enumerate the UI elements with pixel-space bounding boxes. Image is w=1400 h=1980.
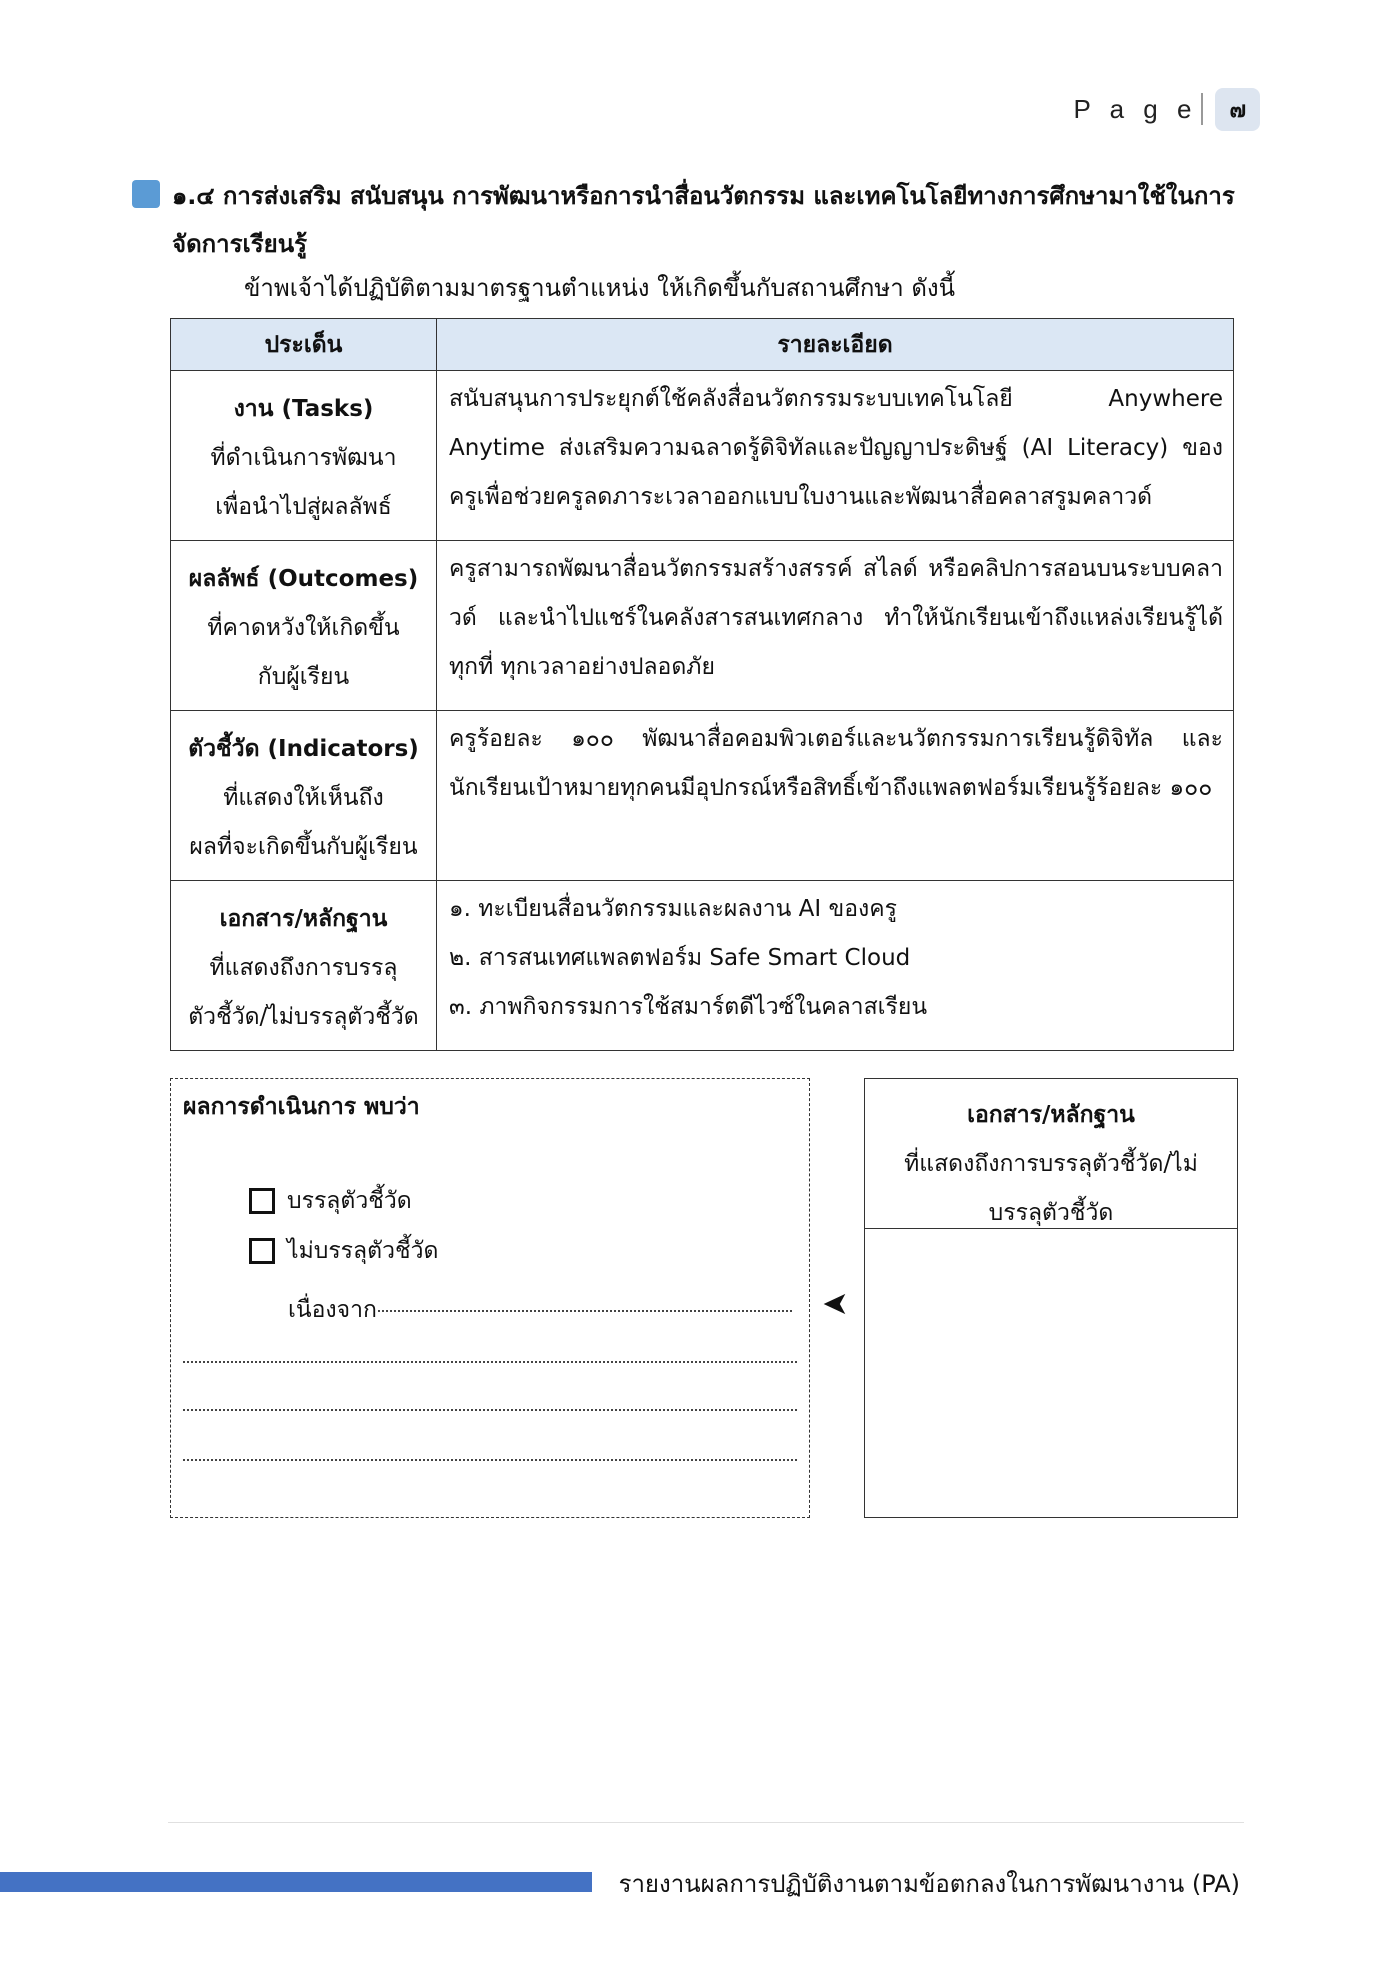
issue-title: ตัวชี้วัด (Indicators) <box>188 736 419 762</box>
header-issue: ประเด็น <box>171 319 437 371</box>
checkbox-icon[interactable] <box>249 1188 275 1214</box>
evidence-subtitle: ที่แสดงถึงการบรรลุตัวชี้วัด/ไม่ <box>904 1151 1198 1177</box>
checkbox-icon[interactable] <box>249 1238 275 1264</box>
header-detail: รายละเอียด <box>437 319 1234 371</box>
issue-sub: ที่ดำเนินการพัฒนา <box>210 445 397 471</box>
issue-sub: กับผู้เรียน <box>257 664 350 690</box>
issue-sub: ผลที่จะเกิดขึ้นกับผู้เรียน <box>189 834 418 860</box>
issue-sub: ที่คาดหวังให้เกิดขึ้น <box>207 615 400 641</box>
table-row <box>171 711 1234 881</box>
evidence-header <box>865 1079 1237 1229</box>
issue-cell <box>171 881 437 1051</box>
because-label: เนื่องจาก <box>288 1297 377 1323</box>
footer-bar <box>0 1872 592 1892</box>
dotted-line[interactable] <box>183 1459 797 1461</box>
issue-cell <box>171 711 437 881</box>
blue-square-icon <box>132 180 160 208</box>
issue-sub: เพื่อนำไปสู่ผลลัพธ์ <box>215 494 392 520</box>
page-number: ๗ <box>1215 88 1260 131</box>
option-achieved-label: บรรลุตัวชี้วัด <box>287 1188 412 1214</box>
issue-sub: ที่แสดงให้เห็นถึง <box>223 785 384 811</box>
evidence-box <box>864 1078 1238 1518</box>
result-title: ผลการดำเนินการ พบว่า <box>183 1094 420 1120</box>
section-title <box>172 172 1252 268</box>
evidence-title: เอกสาร/หลักฐาน <box>967 1102 1135 1128</box>
evidence-item: ๓. ภาพกิจกรรมการใช้สมาร์ตดีไวซ์ในคลาสเรียน <box>449 994 928 1020</box>
issue-title: งาน (Tasks) <box>233 396 374 422</box>
performance-table <box>170 318 1234 1051</box>
section-title-line2: จัดการเรียนรู้ <box>172 230 307 258</box>
detail-cell: ครูสามารถพัฒนาสื่อนวัตกรรมสร้างสรรค์ สไลด์ หรือคลิปการสอนบนระบบคลาวด์ และนำไปแชร์ในคลังสารสนเทศกลาง ทำให้นักเรียนเข้าถึงแหล่งเรียนรู้ได้ทุกที่ ทุกเวลาอย่างปลอดภัย <box>437 541 1234 711</box>
issue-sub: ตัวชี้วัด/ไม่บรรลุตัวชี้วัด <box>188 1004 419 1030</box>
detail-cell: ครูร้อยละ ๑๐๐ พัฒนาสื่อคอมพิวเตอร์และนวัตกรรมการเรียนรู้ดิจิทัล และนักเรียนเป้าหมายทุกคนมีอุปกรณ์หรือสิทธิ์เข้าถึงแพลตฟอร์มเรียนรู้ร้อยละ ๑๐๐ <box>437 711 1234 881</box>
issue-sub: ที่แสดงถึงการบรรลุ <box>209 955 398 981</box>
dotted-line[interactable] <box>183 1409 797 1411</box>
option-not-achieved-label: ไม่บรรลุตัวชี้วัด <box>287 1238 439 1264</box>
issue-cell <box>171 541 437 711</box>
page-separator <box>1201 93 1203 125</box>
table-header-row <box>171 319 1234 371</box>
issue-title: เอกสาร/หลักฐาน <box>219 906 388 932</box>
dotted-line[interactable] <box>183 1361 797 1363</box>
table-row <box>171 881 1234 1051</box>
footer-text: รายงานผลการปฏิบัติงานตามข้อตกลงในการพัฒนางาน (PA) <box>618 1870 1240 1898</box>
evidence-item: ๑. ทะเบียนสื่อนวัตกรรมและผลงาน AI ของครู <box>449 896 897 922</box>
evidence-subtitle: บรรลุตัวชี้วัด <box>988 1200 1114 1226</box>
issue-cell <box>171 371 437 541</box>
page-header <box>1074 88 1260 130</box>
section-title-line1: ๑.๔ การส่งเสริม สนับสนุน การพัฒนาหรือการนำสื่อนวัตกรรม และเทคโนโลยีทางการศึกษามาใช้ในการ <box>172 182 1235 210</box>
footer-divider <box>168 1822 1244 1823</box>
issue-title: ผลลัพธ์ (Outcomes) <box>188 566 419 592</box>
because-dotted-line[interactable] <box>378 1310 792 1312</box>
intro-text: ข้าพเจ้าได้ปฏิบัติตามมาตรฐานตำแหน่ง ให้เกิดขึ้นกับสถานศึกษา ดังนี้ <box>244 274 956 302</box>
table-row <box>171 371 1234 541</box>
section-heading <box>132 172 1252 268</box>
detail-cell: สนับสนุนการประยุกต์ใช้คลังสื่อนวัตกรรมระบบเทคโนโลยี Anywhere Anytime ส่งเสริมความฉลาดรู้ดิจิทัลและปัญญาประดิษฐ์ (AI Literacy) ของครูเพื่อช่วยครูลดภาระเวลาออกแบบใบงานและพัฒนาสื่อคลาสรูมคลาวด์ <box>437 371 1234 541</box>
table-row <box>171 541 1234 711</box>
option-not-achieved[interactable] <box>249 1233 438 1269</box>
result-box <box>170 1078 810 1518</box>
page-label: P a g e <box>1073 93 1198 124</box>
evidence-item: ๒. สารสนเทศแพลตฟอร์ม Safe Smart Cloud <box>449 945 911 971</box>
option-achieved[interactable] <box>249 1183 412 1219</box>
detail-cell <box>437 881 1234 1051</box>
arrow-left-icon: ➤ <box>822 1284 849 1322</box>
